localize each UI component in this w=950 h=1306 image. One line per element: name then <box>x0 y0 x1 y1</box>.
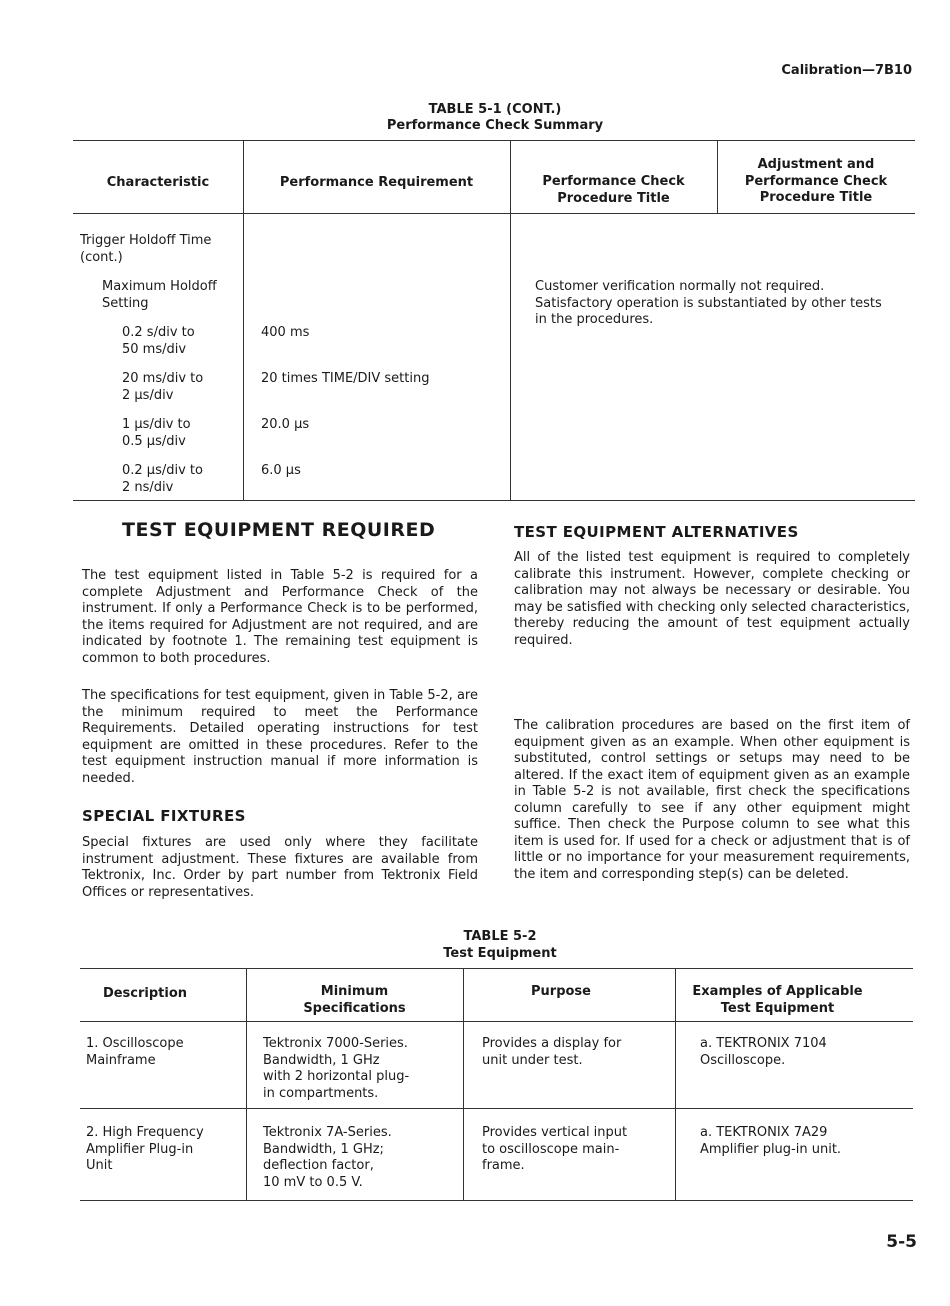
table2-header-specs: Minimum Specifications <box>303 984 406 1016</box>
table1-header-requirement: Performance Requirement <box>279 175 474 190</box>
table2-header-examples: Examples of Applicable Test Equipment <box>692 984 863 1016</box>
heading-test-equipment-alternatives: TEST EQUIPMENT ALTERNATIVES <box>514 523 799 541</box>
table1-cell-requirement: 20.0 µs <box>261 417 310 432</box>
table2-cell-specs: Tektronix 7A-Series. Bandwidth, 1 GHz; deflection factor, 10 mV to 0.5 V. <box>263 1125 392 1190</box>
paragraph-alternatives-1: All of the listed test equipment is required to completely calibrate this instrument. However, complete checking or calibration may not always be necessary or desirable. You may be satisfied with checking only selected characteristics, thereby reducing the amount of test equipment actually required. <box>514 550 910 648</box>
paragraph-special-fixtures: Special fixtures are used only where they facilitate instrument adjustment. These fixtures are available from Tektronix, Inc. Order by part number from Tektronix Field Offices or representatives. <box>82 835 478 900</box>
table2-cell-example: a. TEKTRONIX 7A29 Amplifier plug-in unit. <box>700 1125 842 1157</box>
table1-cell-requirement: 20 times TIME/DIV setting <box>261 371 430 386</box>
table2-header-purpose: Purpose <box>531 984 591 999</box>
table1-cell-requirement: 400 ms <box>261 325 310 340</box>
table1-note: Customer verification normally not required. Satisfactory operation is substantiated by other tests in the procedures. <box>535 279 882 327</box>
table1-bottom-rule <box>73 500 915 501</box>
heading-special-fixtures: SPECIAL FIXTURES <box>82 807 246 825</box>
paragraph-alternatives-2: The calibration procedures are based on the first item of equipment given as an example. When other equipment is substituted, control settings or setups may need to be altered. If the exact item of equipment given as an example in Table 5-2 is not available, first check the specifications column carefully to see if any other equipment might suffice. Then check the Purpose column to see what this item is used for. If used for a check or adjustment that is of little or no importance for your measurement requirements, the item and corresponding step(s) can be deleted. <box>514 718 910 882</box>
table2-subtitle: Test Equipment <box>443 946 557 961</box>
table1-cell-characteristic: 20 ms/div to 2 µs/div <box>122 371 204 403</box>
table1-title: TABLE 5-1 (CONT.) <box>428 102 562 117</box>
table2-cell-purpose: Provides a display for unit under test. <box>482 1036 622 1068</box>
heading-test-equipment-required: TEST EQUIPMENT REQUIRED <box>122 519 436 541</box>
table1-header-rule <box>73 213 915 214</box>
table1-subtitle: Performance Check Summary <box>386 118 604 133</box>
table2-top-rule <box>80 968 913 969</box>
table1-cell-holdoff: Trigger Holdoff Time (cont.) <box>80 233 212 265</box>
table1-cell-max-holdoff: Maximum Holdoff Setting <box>102 279 217 311</box>
table1-cell-characteristic: 1 µs/div to 0.5 µs/div <box>122 417 191 449</box>
table1-header-check: Performance Check Procedure Title <box>542 174 685 206</box>
table2-title: TABLE 5-2 <box>463 929 537 944</box>
table2-cell-specs: Tektronix 7000-Series. Bandwidth, 1 GHz with 2 horizontal plug- in compartments. <box>263 1036 410 1101</box>
table2-header-rule <box>80 1021 913 1022</box>
table2-row-rule <box>80 1108 913 1109</box>
running-header: Calibration—7B10 <box>781 63 912 78</box>
table2-bottom-rule <box>80 1200 913 1201</box>
table1-top-rule <box>73 140 915 141</box>
paragraph-required-1: The test equipment listed in Table 5-2 is required for a complete Adjustment and Performance Check of the instrument. If only a Performance Check is to be performed, the items required for Adjustment are not required, and are indicated by footnote 1. The remaining test equipment is common to both procedures. <box>82 568 478 666</box>
table1-header-adjust: Adjustment and Performance Check Procedure Title <box>744 157 888 205</box>
table2-cell-purpose: Provides vertical input to oscilloscope main- frame. <box>482 1125 628 1173</box>
table2-cell-description: 1. Oscilloscope Mainframe <box>86 1036 184 1068</box>
table1-cell-characteristic: 0.2 µs/div to 2 ns/div <box>122 463 203 495</box>
table2-cell-example: a. TEKTRONIX 7104 Oscilloscope. <box>700 1036 827 1068</box>
page-number: 5-5 <box>886 1232 917 1252</box>
table1-header-characteristic: Characteristic <box>106 175 210 190</box>
table1-col-divider <box>243 140 244 500</box>
paragraph-required-2: The specifications for test equipment, given in Table 5-2, are the minimum required to meet the Performance Requirements. Detailed operating instructions for test equipment are omitted in these procedures. Refer to the test equipment instruction manual if more information is needed. <box>82 688 478 786</box>
table2-cell-description: 2. High Frequency Amplifier Plug-in Unit <box>86 1125 204 1173</box>
table2-col-divider <box>463 968 464 1200</box>
table2-header-description: Description <box>102 986 188 1001</box>
table1-cell-requirement: 6.0 µs <box>261 463 301 478</box>
table1-cell-characteristic: 0.2 s/div to 50 ms/div <box>122 325 195 357</box>
